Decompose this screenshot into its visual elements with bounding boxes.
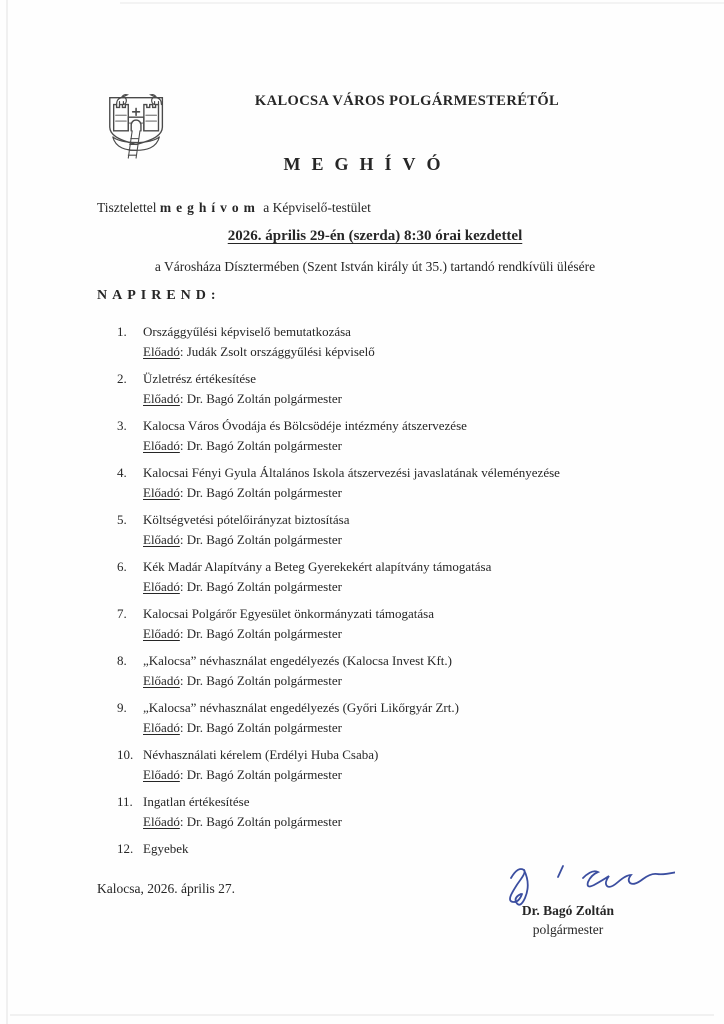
agenda-item — [117, 604, 697, 644]
signature-ink — [503, 858, 675, 906]
signer-name: Dr. Bagó Zoltán — [521, 903, 615, 918]
signer-title: polgármester — [532, 922, 604, 937]
agenda-item — [117, 322, 697, 362]
speaker-name: : Dr. Bagó Zoltán polgármester — [179, 485, 342, 500]
agenda-item — [117, 745, 697, 785]
agenda-item-title: Kalocsa Város Óvodája és Bölcsödéje intézmény átszervezése — [143, 418, 467, 433]
agenda-list — [117, 322, 697, 866]
agenda-item-title: Névhasználati kérelem (Erdélyi Huba Csaba) — [143, 747, 379, 762]
agenda-item — [117, 792, 697, 832]
agenda-heading: NAPIREND: — [97, 288, 221, 303]
agenda-item-number: 6. — [117, 559, 127, 574]
speaker-label: Előadó — [143, 814, 180, 829]
agenda-item — [117, 651, 697, 691]
speaker-name: : Dr. Bagó Zoltán polgármester — [179, 673, 342, 688]
intro-line — [97, 200, 371, 216]
speaker-name: : Dr. Bagó Zoltán polgármester — [179, 438, 342, 453]
speaker-label: Előadó — [143, 673, 180, 688]
speaker-label: Előadó — [143, 344, 180, 359]
agenda-item — [117, 839, 697, 859]
agenda-item-title: Kalocsai Polgárőr Egyesület önkormányzati támogatása — [143, 606, 434, 621]
agenda-item-number: 1. — [117, 324, 127, 339]
intro-prefix: Tisztelettel — [97, 200, 160, 215]
agenda-item-title: Egyebek — [143, 841, 189, 856]
document-title: MEGHÍVÓ — [283, 154, 452, 174]
speaker-name: : Dr. Bagó Zoltán polgármester — [179, 626, 342, 641]
speaker-name: : Dr. Bagó Zoltán polgármester — [179, 579, 342, 594]
speaker-label: Előadó — [143, 532, 180, 547]
speaker-label: Előadó — [143, 720, 180, 735]
agenda-item-number: 5. — [117, 512, 127, 527]
speaker-name: : Judák Zsolt országgyűlési képviselő — [179, 344, 375, 359]
speaker-label: Előadó — [143, 485, 180, 500]
agenda-item-title: „Kalocsa” névhasználat engedélyezés (Győri Likőrgyár Zrt.) — [143, 700, 459, 715]
agenda-item-number: 11. — [117, 794, 133, 809]
intro-emphasis: meghívom — [159, 200, 260, 215]
agenda-item — [117, 698, 697, 738]
meeting-datetime: 2026. április 29-én (szerda) 8:30 órai kezdettel — [227, 228, 523, 244]
agenda-item-number: 4. — [117, 465, 127, 480]
meeting-venue: a Városháza Dísztermében (Szent István király út 35.) tartandó rendkívüli ülésére — [154, 259, 596, 274]
speaker-name: : Dr. Bagó Zoltán polgármester — [179, 767, 342, 782]
office-title: KALOCSA VÁROS POLGÁRMESTERÉTŐL — [254, 93, 560, 109]
agenda-item-title: „Kalocsa” névhasználat engedélyezés (Kalocsa Invest Kft.) — [143, 653, 452, 668]
agenda-item-number: 3. — [117, 418, 127, 433]
agenda-item — [117, 416, 697, 456]
agenda-item-number: 8. — [117, 653, 127, 668]
speaker-name: : Dr. Bagó Zoltán polgármester — [179, 814, 342, 829]
agenda-item-number: 10. — [117, 747, 134, 762]
speaker-name: : Dr. Bagó Zoltán polgármester — [179, 720, 342, 735]
speaker-label: Előadó — [143, 438, 180, 453]
speaker-label: Előadó — [143, 391, 180, 406]
agenda-item-title: Országgyűlési képviselő bemutatkozása — [143, 324, 351, 339]
agenda-item — [117, 557, 697, 597]
speaker-label: Előadó — [143, 767, 180, 782]
agenda-item-number: 2. — [117, 371, 127, 386]
agenda-item-number: 7. — [117, 606, 127, 621]
agenda-item-title: Ingatlan értékesítése — [143, 794, 250, 809]
agenda-item-title: Kalocsai Fényi Gyula Általános Iskola átszervezési javaslatának véleményezése — [143, 465, 560, 480]
agenda-item-title: Üzletrész értékesítése — [143, 371, 256, 386]
intro-suffix: a Képviselő-testület — [259, 200, 371, 215]
agenda-item-number: 9. — [117, 700, 127, 715]
speaker-name: : Dr. Bagó Zoltán polgármester — [179, 391, 342, 406]
agenda-item — [117, 510, 697, 550]
agenda-item-title: Költségvetési pótelőirányzat biztosítása — [143, 512, 350, 527]
agenda-item-title: Kék Madár Alapítvány a Beteg Gyerekekért alapítvány támogatása — [143, 559, 492, 574]
agenda-item-number: 12. — [117, 841, 134, 856]
speaker-name: : Dr. Bagó Zoltán polgármester — [179, 532, 342, 547]
agenda-item — [117, 369, 697, 409]
agenda-item — [117, 463, 697, 503]
issue-date: Kalocsa, 2026. április 27. — [97, 881, 235, 896]
scan-artifact-top — [120, 2, 724, 4]
speaker-label: Előadó — [143, 626, 180, 641]
speaker-label: Előadó — [143, 579, 180, 594]
scan-artifact-bottom — [10, 1014, 714, 1016]
